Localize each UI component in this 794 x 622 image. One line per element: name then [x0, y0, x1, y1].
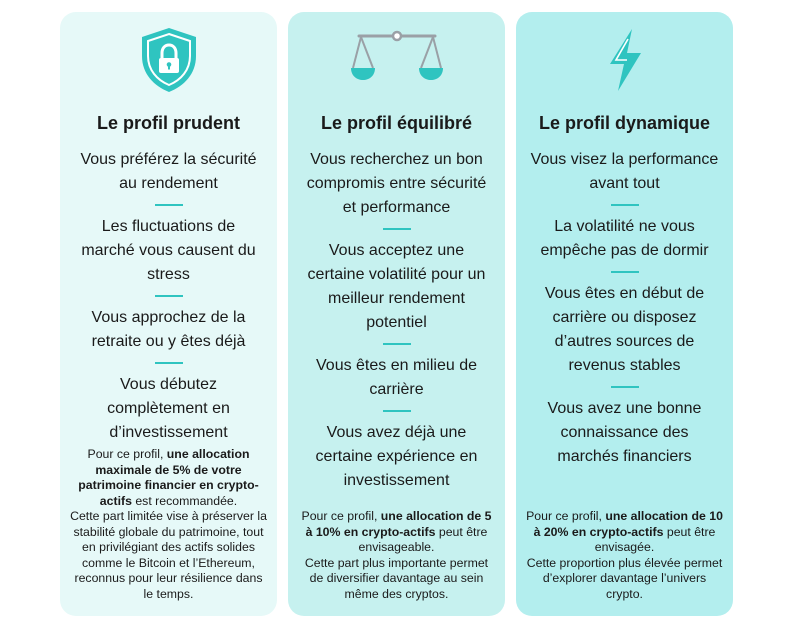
separator — [611, 386, 639, 388]
profile-card-equilibre — [288, 12, 505, 616]
profile-point: Vous approchez de la retraite ou y êtes déjà — [91, 309, 246, 350]
separator — [611, 271, 639, 273]
profile-point: La volatilité ne vous empêche pas de dormir — [540, 218, 709, 259]
separator — [155, 362, 183, 364]
profile-point: Vous êtes en début de carrière ou disposez d’autres sources de revenus stables — [544, 285, 705, 374]
note-allocation: une allocation maximale de 5% de votre patrimoine financier en crypto-actifs — [78, 447, 259, 508]
separator — [611, 204, 639, 206]
note-after: est recommandée. — [131, 493, 238, 508]
profile-card-prudent — [60, 12, 277, 616]
note-intro: Pour ce profil, — [301, 509, 381, 523]
note-detail: Cette part limitée vise à préserver la stabilité globale du patrimoine, tout en privilégiant des actifs solides comme le Bitcoin et l’Ethereum, reconnus pour leur résilience dans le temps. — [70, 509, 267, 601]
profile-title: Le profil équilibré — [320, 113, 472, 133]
profile-point: Vous acceptez une certaine volatilité pour un meilleur rendement potentiel — [307, 242, 486, 331]
separator — [155, 295, 183, 297]
note-intro: Pour ce profil, — [87, 447, 167, 461]
profile-point: Vous êtes en milieu de carrière — [316, 357, 477, 398]
profile-point: Vous recherchez un bon compromis entre sécurité et performance — [306, 151, 487, 216]
note-allocation: une allocation de 10 à 20% en crypto-actifs — [533, 509, 723, 539]
separator — [383, 228, 411, 230]
note-allocation: une allocation de 5 à 10% en crypto-actifs — [305, 509, 492, 539]
profile-point: Vous préférez la sécurité au rendement — [80, 151, 257, 192]
note-detail: Cette proportion plus élevée permet d’explorer davantage l’univers crypto. — [526, 555, 723, 601]
allocation-note — [526, 509, 724, 602]
allocation-note — [298, 509, 496, 602]
note-after: peut être envisagée. — [594, 524, 716, 554]
allocation-note — [70, 447, 268, 602]
separator — [383, 343, 411, 345]
profile-title: Le profil dynamique — [538, 113, 711, 133]
profile-title: Le profil prudent — [97, 113, 240, 133]
note-after: peut être envisageable. — [358, 524, 488, 554]
note-detail: Cette part plus importante permet de diversifier davantage au sein même des cryptos. — [304, 555, 489, 601]
profile-points — [530, 148, 720, 469]
lightning-bolt-icon — [605, 24, 645, 96]
shield-lock-icon — [138, 24, 200, 96]
separator — [383, 410, 411, 412]
profile-point: Vous avez déjà une certaine expérience en investissement — [315, 424, 478, 489]
profile-point: Les fluctuations de marché vous causent du stress — [81, 218, 256, 283]
balance-scale-icon — [351, 24, 443, 96]
profile-point: Vous avez une bonne connaissance des marchés financiers — [547, 400, 702, 465]
profile-point: Vous débutez complètement en d’investissement — [107, 376, 230, 441]
profile-points — [302, 148, 492, 493]
profile-point: Vous visez la performance avant tout — [530, 151, 719, 192]
profile-points — [74, 148, 264, 445]
profile-card-dynamique — [516, 12, 733, 616]
separator — [155, 204, 183, 206]
note-intro: Pour ce profil, — [526, 509, 606, 523]
